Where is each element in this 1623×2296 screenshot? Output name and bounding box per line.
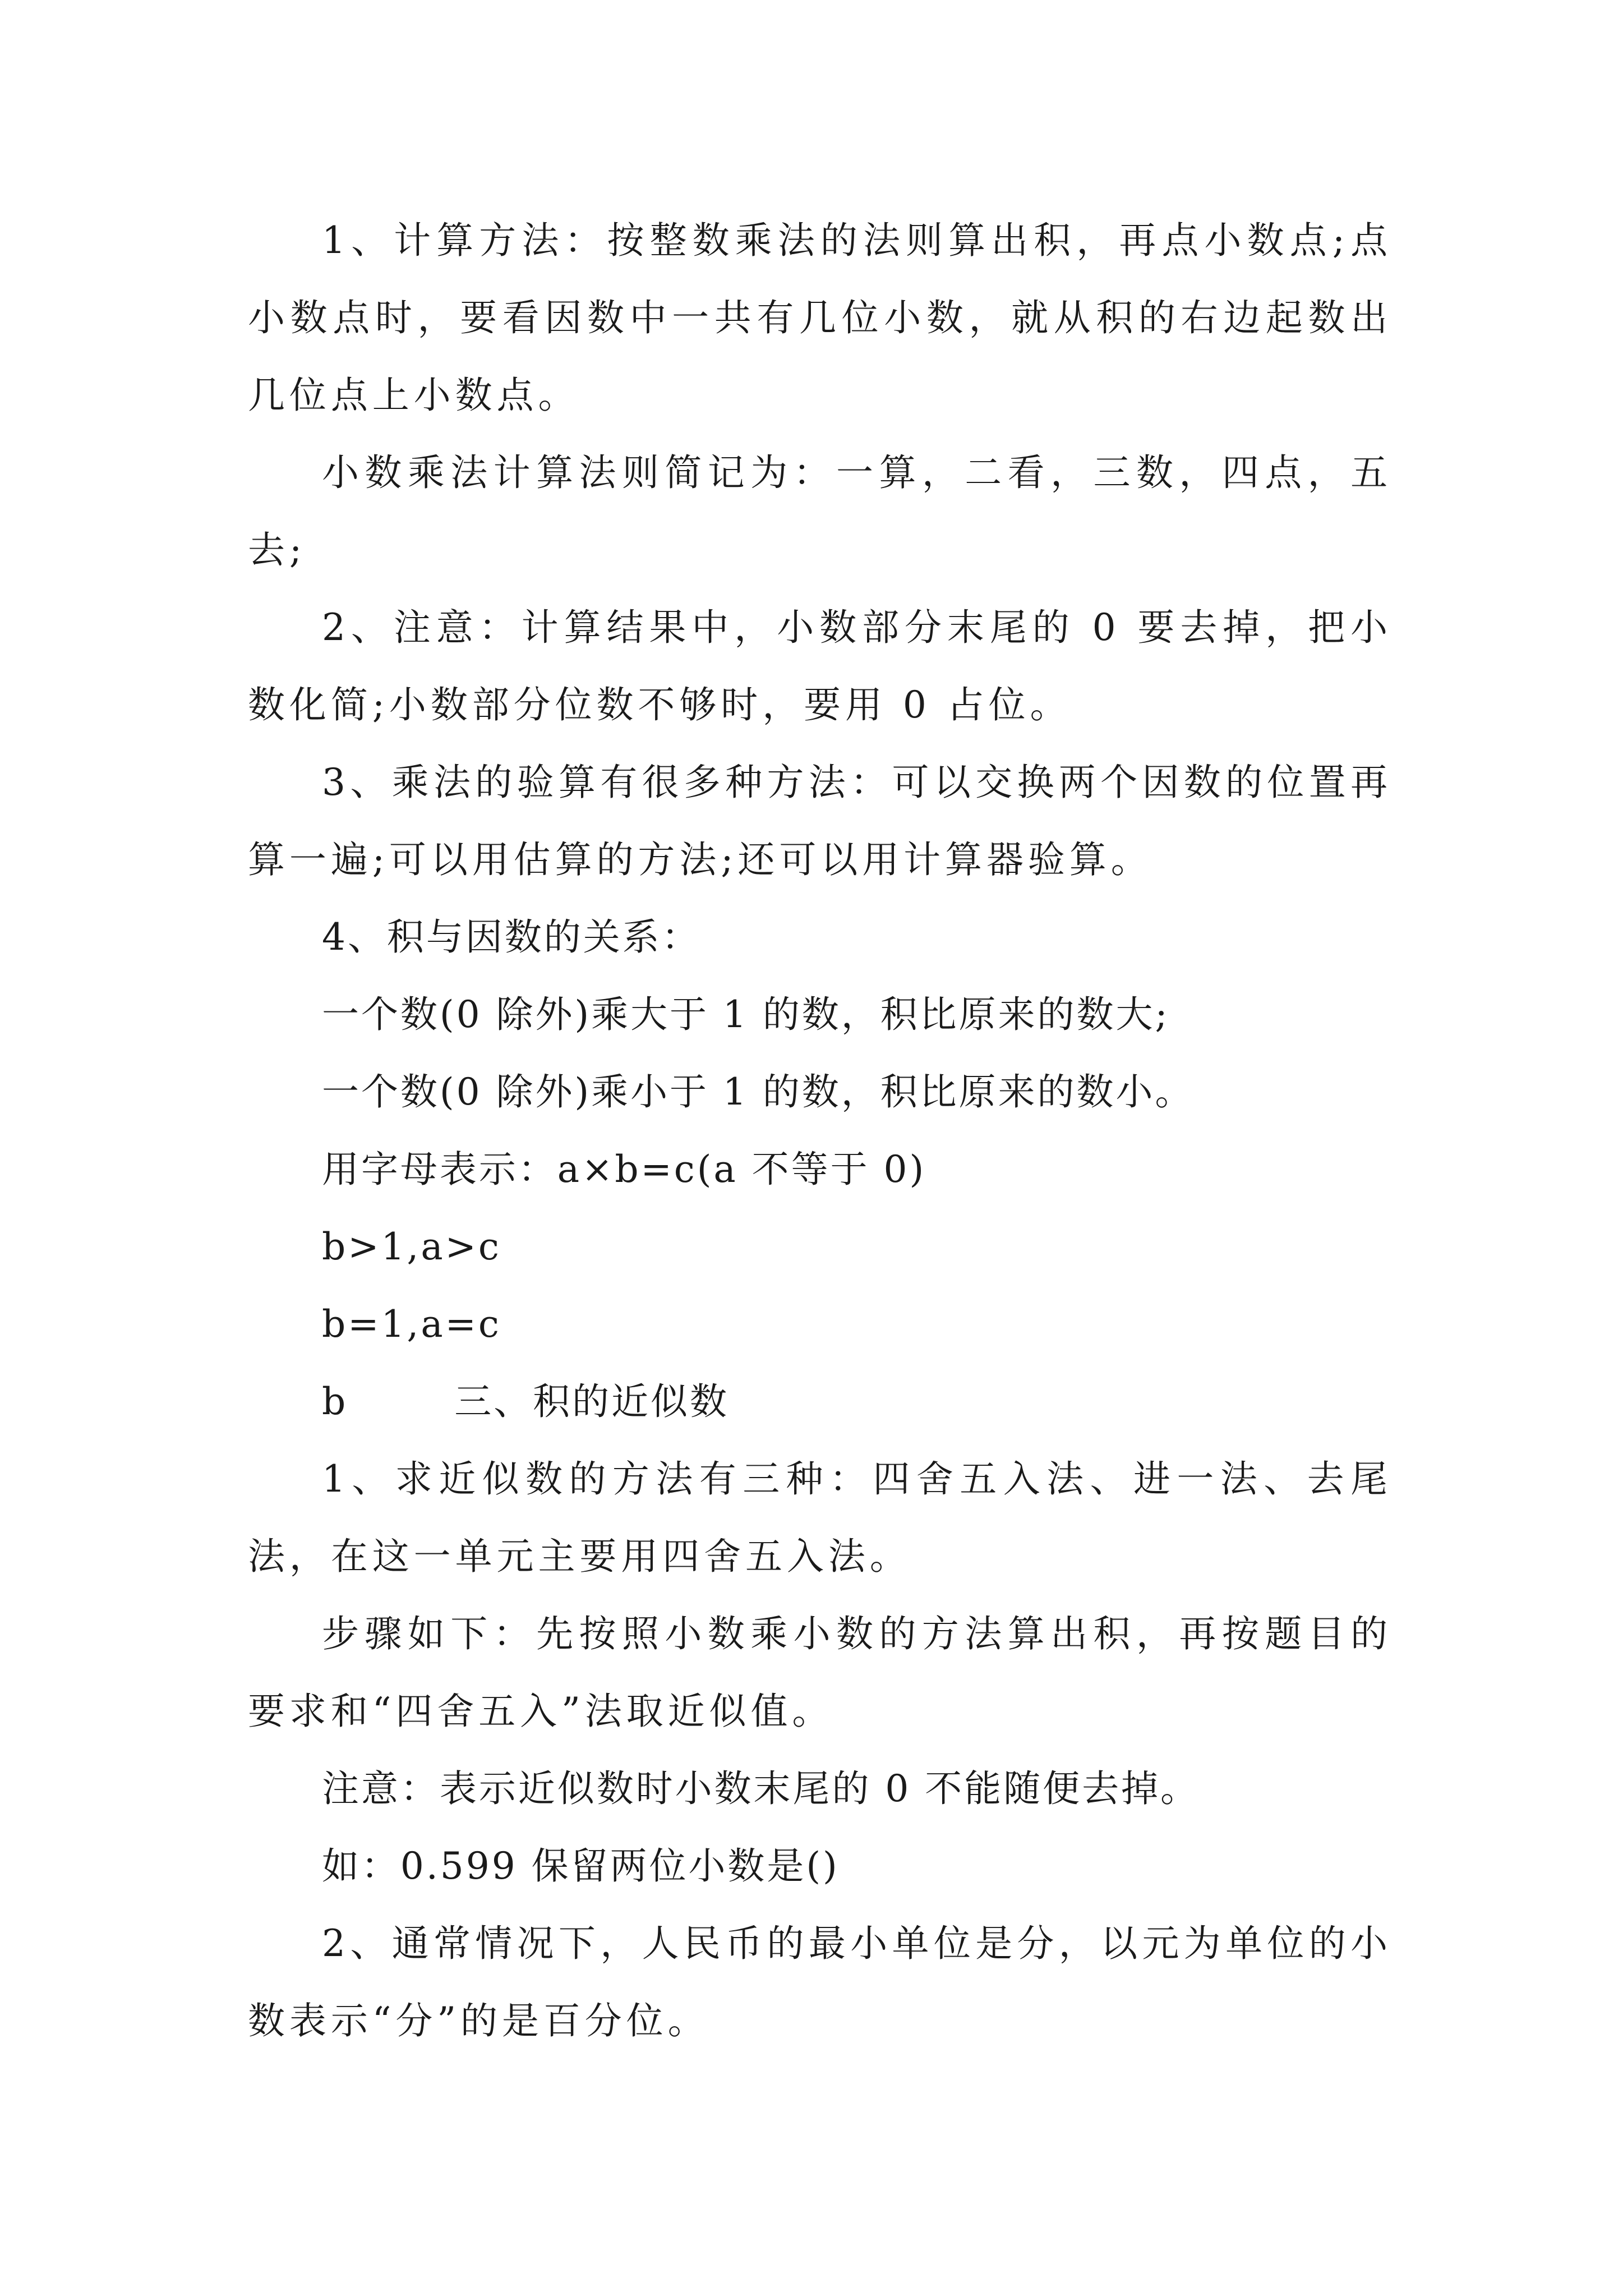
paragraph-steps: 步骤如下：先按照小数乘小数的方法算出积，再按题目的要求和“四舍五入”法取近似值。 xyxy=(248,1612,1392,1733)
section-title: 三、积的近似数 xyxy=(454,1380,729,1423)
paragraph-example: 如：0.599 保留两位小数是() xyxy=(322,1844,840,1888)
paragraph-calc-method: 1、计算方法：按整数乘法的法则算出积，再点小数点;点小数点时，要看因数中一共有几位小数，就从积的右边起数出几位点上小数点。 xyxy=(248,219,1392,417)
rule-less-than-one: 一个数(0 除外)乘小于 1 的数，积比原来的数小。 xyxy=(322,1070,1195,1114)
formula-case-equal: b=1,a=c xyxy=(322,1303,501,1346)
paragraph-verification: 3、乘法的验算有很多种方法：可以交换两个因数的位置再算一遍;可以用估算的方法;还可以用计算器验算。 xyxy=(248,761,1392,881)
paragraph-note: 2、注意：计算结果中，小数部分末尾的 0 要去掉，把小数化简;小数部分位数不够时，要用 0 占位。 xyxy=(248,606,1392,726)
rule-greater-than-one: 一个数(0 除外)乘大于 1 的数，积比原来的数大; xyxy=(322,993,1170,1036)
formula-letters: 用字母表示：a×b=c(a 不等于 0) xyxy=(322,1148,926,1191)
section-heading-line xyxy=(248,1363,1392,1441)
formula-case-greater: b>1,a>c xyxy=(322,1225,501,1268)
paragraph-currency: 2、通常情况下，人民币的最小单位是分，以元为单位的小数表示“分”的是百分位。 xyxy=(248,1922,1392,2042)
heading-product-factor-relation: 4、积与因数的关系： xyxy=(322,915,701,959)
paragraph-rule-summary: 小数乘法计算法则简记为：一算，二看，三数，四点，五去; xyxy=(248,451,1392,572)
paragraph-approx-note: 注意：表示近似数时小数末尾的 0 不能随便去掉。 xyxy=(322,1767,1200,1810)
paragraph-approx-methods: 1、求近似数的方法有三种：四舍五入法、进一法、去尾法，在这一单元主要用四舍五入法。 xyxy=(248,1457,1392,1578)
section-prefix: b xyxy=(322,1380,348,1423)
document-body xyxy=(248,202,1392,2060)
